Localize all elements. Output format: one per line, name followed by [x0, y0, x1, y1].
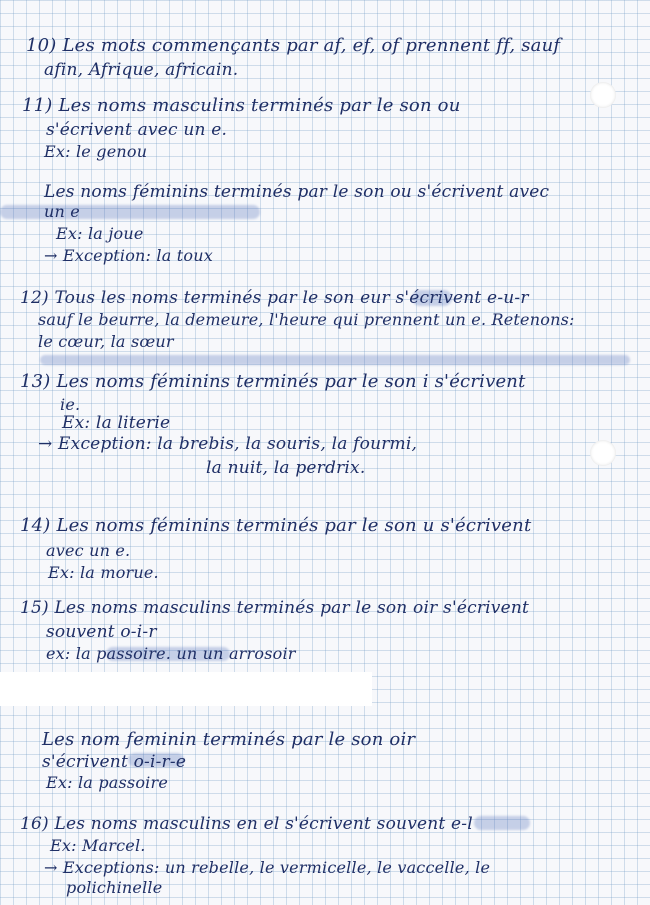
- note-line: Ex: le genou: [44, 142, 148, 161]
- note-line: s'écrivent o-i-r-e: [42, 752, 187, 772]
- ink-smudge: [0, 205, 260, 219]
- ink-smudge: [40, 355, 630, 365]
- note-line: avec un e.: [46, 541, 131, 560]
- note-line: s'écrivent avec un e.: [46, 120, 228, 140]
- note-line: 13) Les noms féminins terminés par le son i s'écrivent: [20, 371, 526, 392]
- note-line: afin, Afrique, africain.: [44, 60, 239, 80]
- binder-hole-top: [590, 82, 616, 108]
- ink-correction: [474, 816, 530, 830]
- note-line: polichinelle: [66, 878, 163, 897]
- note-line: ex: la passoire. un un arrosoir: [46, 644, 296, 663]
- note-line: Ex: la literie: [62, 413, 171, 433]
- note-line: souvent o-i-r: [46, 622, 157, 642]
- note-line: Ex: la joue: [56, 224, 144, 243]
- note-line: 15) Les noms masculins terminés par le son oir s'écrivent: [20, 598, 530, 618]
- note-line: ie.: [60, 395, 81, 414]
- note-line: → Exception: la brebis, la souris, la fourmi,: [38, 434, 418, 454]
- note-line: 10) Les mots commençants par af, ef, of prennent ff, sauf: [26, 35, 561, 56]
- note-line: 12) Tous les noms terminés par le son eur s'écrivent e-u-r: [20, 288, 529, 308]
- correction-tape: [0, 672, 372, 706]
- note-line: Ex: la morue.: [48, 563, 159, 582]
- note-line: Ex: Marcel.: [50, 836, 146, 855]
- note-line: un e: [44, 202, 80, 221]
- note-line: → Exception: la toux: [44, 246, 213, 265]
- note-line: Ex: la passoire: [46, 773, 168, 792]
- note-line: la nuit, la perdrix.: [206, 458, 366, 478]
- note-line: Les noms féminins terminés par le son ou s'écrivent avec: [44, 182, 550, 202]
- binder-hole-bottom: [590, 440, 616, 466]
- note-line: Les nom feminin terminés par le son oir: [42, 729, 416, 750]
- note-line: sauf le beurre, la demeure, l'heure qui prennent un e. Retenons:: [38, 310, 575, 329]
- note-line: 11) Les noms masculins terminés par le son ou: [22, 95, 461, 116]
- note-line: 16) Les noms masculins en el s'écrivent souvent e-l: [20, 814, 473, 834]
- note-line: 14) Les noms féminins terminés par le son u s'écrivent: [20, 515, 532, 536]
- note-line: → Exceptions: un rebelle, le vermicelle, le vaccelle, le: [44, 858, 491, 877]
- note-line: le cœur, la sœur: [38, 332, 174, 351]
